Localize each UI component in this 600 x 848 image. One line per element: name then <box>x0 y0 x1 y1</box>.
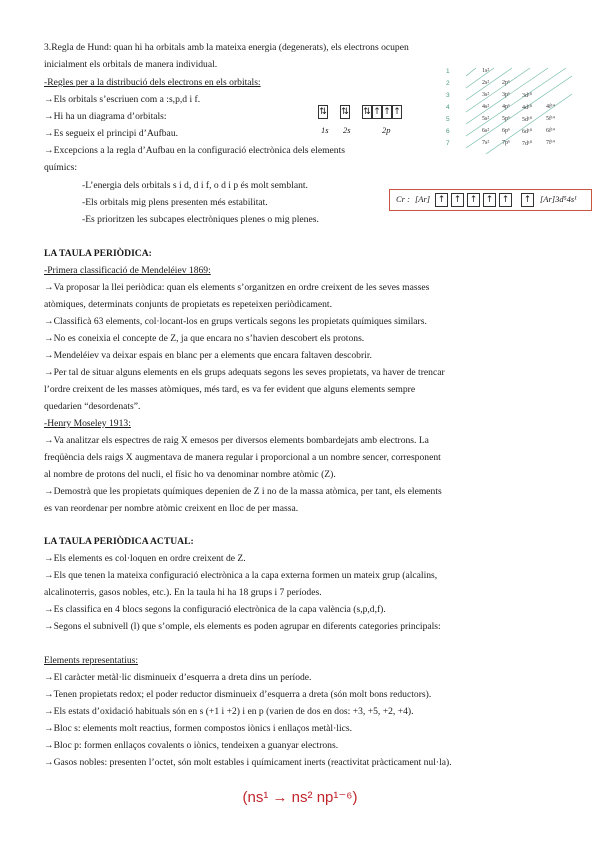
chromium-config-box <box>389 189 592 211</box>
cr-prefix: Cr : <box>396 194 410 204</box>
valence-formula: (ns¹ → ns² np¹⁻⁶) <box>242 789 358 806</box>
text-line: -Els orbitals mig plens presenten més estabilitat. <box>82 197 268 208</box>
orbital-box-2s: ⇅ <box>341 107 349 117</box>
orbital-label: 2s <box>343 125 351 135</box>
text-line: quedarien “desordenats”. <box>44 401 141 412</box>
text-line: →Mendeléiev va deixar espais en blanc per a elements que encara faltaven descobrir. <box>44 350 372 361</box>
aufbau-cell: 6d¹⁰ <box>522 129 533 135</box>
text-line: →Tenen propietats redox; el poder reductor disminueix d’esquerra a dreta (són molt bons reductors). <box>44 689 432 700</box>
aufbau-row-number: 6 <box>446 128 450 135</box>
aufbau-cell: 7s² <box>482 140 490 146</box>
orbital-box-2p-3: ↑ <box>383 107 391 117</box>
text-line: químics: <box>44 162 78 173</box>
cr-core: [Ar] <box>415 194 431 204</box>
orbital-label: 2p <box>382 125 391 135</box>
text-line: l’ordre creixent de les masses atòmiques, més tard, es va fer evident que alguns elements sempre <box>44 384 416 395</box>
aufbau-row-number: 2 <box>446 80 450 87</box>
cr-orbital-box: ↑ <box>467 193 480 207</box>
aufbau-cell: 2p⁶ <box>502 80 511 86</box>
text-line: →Demostrà que les propietats químiques depenien de Z i no de la massa atòmica, per tant, els elements <box>44 486 442 497</box>
aufbau-cell: 7p⁶ <box>502 140 511 146</box>
cr-result: [Ar]3d⁵4s¹ <box>540 194 577 204</box>
aufbau-cell: 5p⁶ <box>502 116 511 122</box>
aufbau-diagonal-arrows <box>446 66 576 158</box>
aufbau-row-number: 7 <box>446 140 450 147</box>
aufbau-cell: 7d¹⁰ <box>522 141 533 147</box>
aufbau-row-number: 3 <box>446 92 450 99</box>
text-line: →Classificà 63 elements, col·locant-los en grups verticals segons les propietats químiques similars. <box>44 316 427 327</box>
text-line: →Bloc s: elements molt reactius, formen compostos iònics i enllaços metàl·lics. <box>44 723 352 734</box>
aufbau-cell: 5f¹⁴ <box>546 116 555 122</box>
text-line: inicialment els orbitals de manera individual. <box>44 59 218 70</box>
aufbau-diagram <box>446 66 576 158</box>
text-line: 3.Regla de Hund: quan hi ha orbitals amb la mateixa energia (degenerats), els electrons ocupen <box>44 42 409 53</box>
subheading: -Regles per a la distribució dels electrons en els orbitals: <box>44 77 261 88</box>
text-line: →Es classifica en 4 blocs segons la configuració electrònica de la capa valència (s,p,d,f). <box>44 604 386 615</box>
cr-orbital-box: ↑ <box>451 193 464 207</box>
cr-orbital-box: ↑ <box>435 193 448 207</box>
aufbau-cell: 6p⁶ <box>502 128 511 134</box>
aufbau-cell: 6f¹⁴ <box>546 128 555 134</box>
text-line: -Es prioritzen les subcapes electròniques plenes o mig plenes. <box>82 214 319 225</box>
text-line: →Els que tenen la mateixa configuració electrònica a la capa externa formen un mateix grup (alcalins, <box>44 570 438 581</box>
text-line: →No es coneixia el concepte de Z, ja que encara no s’havien descobert els protons. <box>44 333 365 344</box>
text-line: -L’energia dels orbitals s i d, d i f, o d i p és molt semblant. <box>82 180 308 191</box>
orbital-box-2p-4: ↑ <box>393 107 401 117</box>
aufbau-cell: 4d¹⁰ <box>522 105 533 111</box>
text-line: →Excepcions a la regla d’Aufbau en la configuració electrònica dels elements <box>44 145 346 156</box>
subheading: -Primera classificació de Mendeléiev 1869: <box>44 265 211 276</box>
aufbau-cell: 6s² <box>482 128 490 134</box>
text-line: →Els orbitals s’escriuen com a :s,p,d i f. <box>44 94 201 105</box>
orbital-box-2p-1: ⇅ <box>363 107 371 117</box>
aufbau-cell: 4p⁶ <box>502 104 511 110</box>
aufbau-row-number: 4 <box>446 104 450 111</box>
text-line: →Els estats d’oxidació habituals són en s (+1 i +2) i en p (varien de dos en dos: +3, +5, +2, +4). <box>44 706 414 717</box>
orbital-box-1s: ⇅ <box>319 107 327 117</box>
text-line: →Gasos nobles: presenten l’octet, són molt estables i químicament inerts (reactivitat pràcticament nul·la). <box>44 757 452 768</box>
subheading: Elements representatius: <box>44 655 139 666</box>
aufbau-cell: 3s² <box>482 92 490 98</box>
text-line: al nombre de protons del nucli, el físic ho va denominar nombre atòmic (Z). <box>44 469 336 480</box>
text-line: →Va proposar la llei periòdica: quan els elements s’organitzen en ordre creixent de les seves masses <box>44 282 430 293</box>
aufbau-cell: 5s² <box>482 116 490 122</box>
orbital-label: 1s <box>321 125 329 135</box>
aufbau-cell: 3p⁶ <box>502 92 511 98</box>
aufbau-cell: 2s² <box>482 80 490 86</box>
aufbau-cell: 5d¹⁰ <box>522 117 533 123</box>
text-line: →Bloc p: formen enllaços covalents o iònics, tendeixen a guanyar electrons. <box>44 740 339 751</box>
cr-orbital-box: ↑ <box>499 193 512 207</box>
aufbau-cell: 4s² <box>482 104 490 110</box>
text-line: →Va analitzar els espectres de raig X emesos per diversos elements bombardejats amb electrons. La <box>44 435 429 446</box>
text-line: es van reordenar per nombre atòmic creixent en lloc de per massa. <box>44 503 299 514</box>
orbital-box-2p-2: ↑ <box>373 107 381 117</box>
cr-orbital-box: ↑ <box>483 193 496 207</box>
text-line: alcalinoterris, gasos nobles, etc.). En la taula hi ha 18 grups i 7 períodes. <box>44 587 322 598</box>
aufbau-row-number: 1 <box>446 68 450 75</box>
section-heading: LA TAULA PERIÒDICA ACTUAL: <box>44 536 194 547</box>
text-line: atòmiques, determinats conjunts de propietats es repeteixen periòdicament. <box>44 299 332 310</box>
subheading: -Henry Moseley 1913: <box>44 418 131 429</box>
text-line: →El caràcter metàl·lic disminueix d’esquerra a dreta dins un període. <box>44 672 312 683</box>
aufbau-cell: 4f¹⁴ <box>546 104 555 110</box>
text-line: →Els elements es col·loquen en ordre creixent de Z. <box>44 553 246 564</box>
text-line: →Es segueix el principi d’Aufbau. <box>44 128 179 139</box>
text-line: freqüència dels raigs X augmentava de manera regular i proporcional a un nombre sencer, corresponent <box>44 452 441 463</box>
aufbau-row-number: 5 <box>446 116 450 123</box>
aufbau-cell: 7f¹⁴ <box>546 140 555 146</box>
text-line: →Per tal de situar alguns elements en els grups adequats segons les seves propietats, va haver de trencar <box>44 367 445 378</box>
text-line: →Hi ha un diagrama d’orbitals: <box>44 111 167 122</box>
aufbau-cell: 1s² <box>482 68 490 74</box>
text-line: →Segons el subnivell (l) que s’omple, els elements es poden agrupar en diferents categories principals: <box>44 621 441 632</box>
section-heading: LA TAULA PERIÒDICA: <box>44 248 152 259</box>
cr-orbital-box: ↑ <box>521 193 534 207</box>
aufbau-cell: 3d¹⁰ <box>522 93 533 99</box>
